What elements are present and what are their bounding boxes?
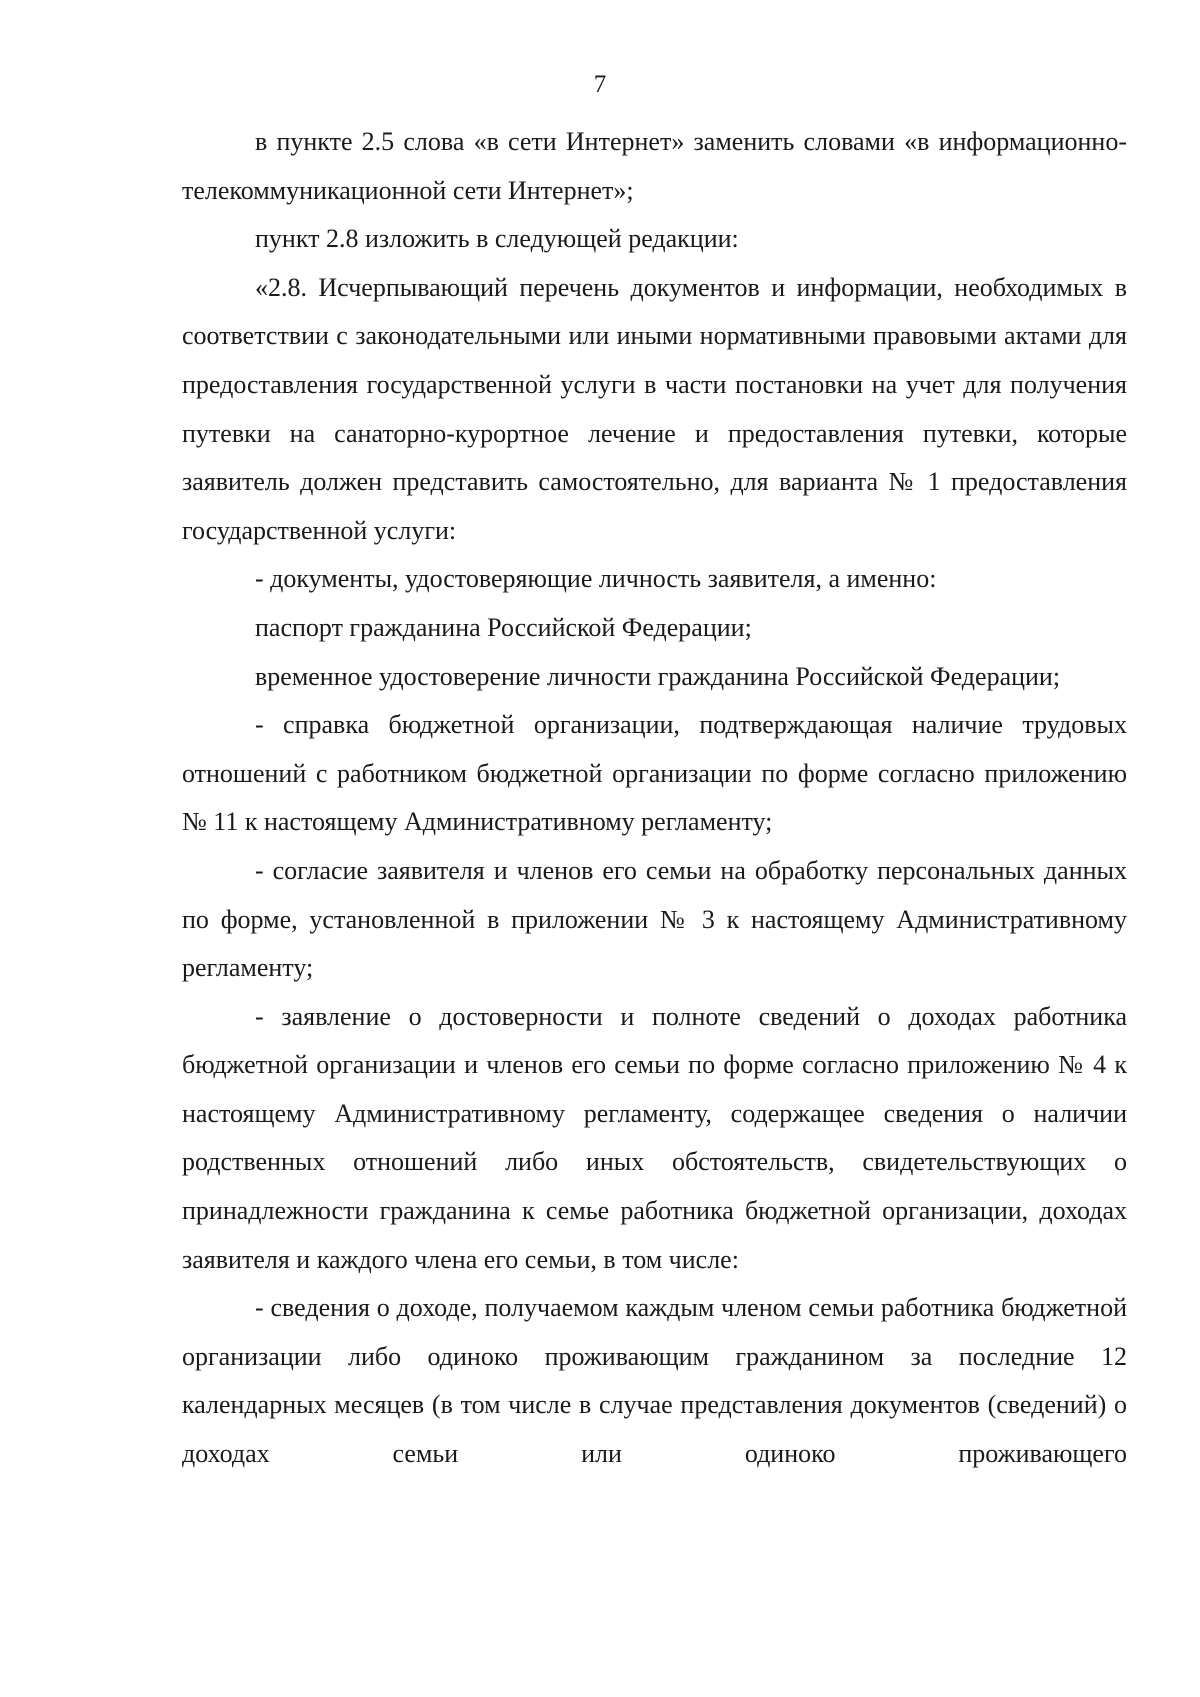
list-item-identity-documents: - документы, удостоверяющие личность заявителя, а именно:	[255, 564, 937, 594]
list-item-income-statement: - заявление о достоверности и полноте сведений о доходах работника бюджетной организации и членов его семьи по форме согласно приложению № 4 к настоящему Административному регламенту, содержащее сведения о наличии родственных отношений либо иных обстоятельств, свидетельствующих о принадлежности гражданина к семье работника бюджетной организации, доходах заявителя и каждого члена его семьи, в том числе:	[182, 1001, 1127, 1274]
paragraph-amendment-2-5: в пункте 2.5 слова «в сети Интернет» заменить словами «в информационно-телекоммуникационной сети Интернет»;	[182, 127, 1127, 205]
list-item-passport: паспорт гражданина Российской Федерации;	[255, 612, 752, 642]
list-item-temporary-id: временное удостоверение личности гражданина Российской Федерации;	[255, 661, 1061, 691]
document-body	[182, 118, 1127, 1479]
list-item-data-consent: - согласие заявителя и членов его семьи на обработку персональных данных по форме, установленной в приложении № 3 к настоящему Административному регламенту;	[182, 855, 1127, 983]
paragraph-2-8-text: «2.8. Исчерпывающий перечень документов и информации, необходимых в соответствии с законодательными или иными нормативными правовыми актами для предоставления государственной услуги в части постановки на учет для получения путевки на санаторно-курортное лечение и предоставления путевки, которые заявитель должен представить самостоятельно, для варианта № 1 предоставления государственной услуги:	[182, 272, 1127, 545]
list-item-employer-certificate: - справка бюджетной организации, подтверждающая наличие трудовых отношений с работником бюджетной организации по форме согласно приложению № 11 к настоящему Административному регламенту;	[182, 710, 1127, 837]
paragraph-amendment-2-8-intro: пункт 2.8 изложить в следующей редакции:	[255, 224, 739, 254]
page-number: 7	[593, 71, 607, 98]
list-item-income-information: - сведения о доходе, получаемом каждым членом семьи работника бюджетной организации либо одиноко проживающим гражданином за последние 12 календарных месяцев (в том числе в случае представления документов (сведений) о доходах семьи или одиноко проживающего	[182, 1293, 1127, 1469]
